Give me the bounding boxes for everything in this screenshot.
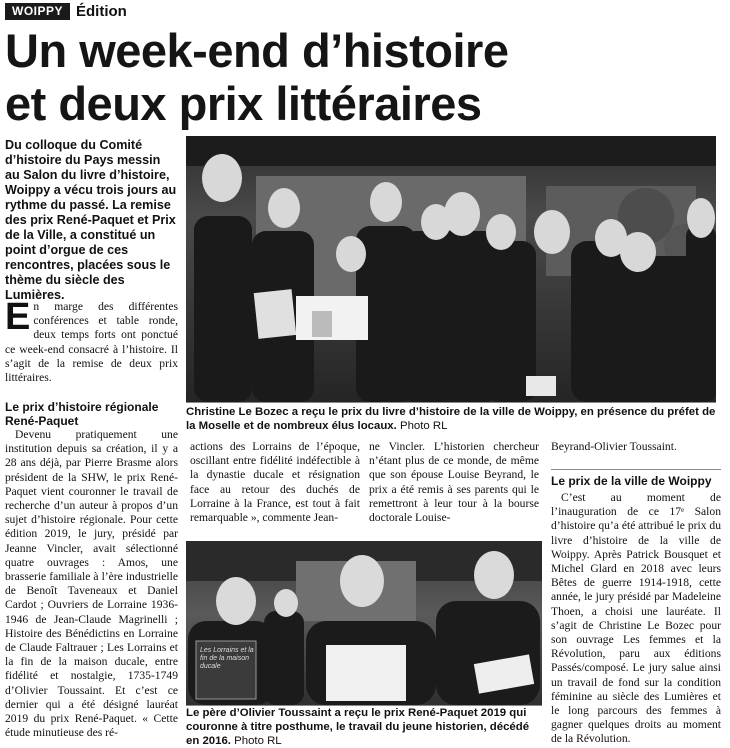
section-divider (551, 469, 721, 470)
photo-credit-2: Photo RL (234, 735, 282, 747)
article-column-4: C’est au moment de l’inauguration de ce 17ᵉ Salon d’histoire qu’a été attribué le prix du livre d’histoire de la ville de Woippy. Après Patrick Bousquet et Michel Glard en 2018 avec leurs Bêtes de guerre 1914-1918, cette année, le jury présidé par Madeleine Thoen, a choisi une lauréate. Il s’agit de Christine Le Bozec pour son ouvrage Les femmes et la Révolution, paru aux éditions Passés/composé. Le jury salue ainsi un travail de fond sur la condition féminine au siècle des Lumières et le long parcours des femmes à gagner quelques droits au moment de la Révolution. (551, 491, 721, 746)
photo-credit: Photo RL (399, 420, 448, 432)
article-column-1: Devenu pratiquement une institution depuis sa création, il y a 28 ans déjà, par Pierre Brasme alors président de la SHW, le prix René-Paquet vient couronner le travail de recherche d’un auteur à propos d’un sujet d’histoire régionale. Pour cette édition 2019, le jury, présidé par Jeanne Vincler, avait sélectionné quatre ouvrages : Amos, une brasserie familiale à l’ère industrielle de Benoît Taveneaux et Daniel Cardot ; Ouvriers de Lorraine 1936-1946 de Jean-Claude Magrinelli ; Histoire des Bénédictins en Lorraine de Claude Faltrauer ; Les Lorrains et la fin de la maison ducale, entre fidélité et nostalgie, 1735-1749 d’Olivier Toussaint. Et c’est ce dernier qui a été désigné lauréat 2019 du prix René-Paquet. « Cette étude minutieuse des ré- (5, 428, 178, 740)
photo-caption-main (186, 405, 716, 433)
award-photo-second (186, 541, 542, 705)
subheading-prix-ville: Le prix de la ville de Woippy (551, 474, 712, 488)
book-cover-title: Les Lorrains et la fin de la maison ducale (200, 647, 254, 670)
lead-paragraph: Du colloque du Comité d’histoire du Pays messin au Salon du livre d’histoire, Woippy a vécu trois jours au rythme du passé. La remise des prix René-Paquet et Prix de la Ville, a constitué un point d’orgue de ces rencontres, placées sous le thème du siècle des Lumières. (5, 138, 177, 302)
subheading-rene-paquet: Le prix d’histoire régionale René-Paquet (5, 400, 159, 428)
intro-text: n marge des différentes conférences et table ronde, deux temps forts ont ponctué ce week-end consacré à l’histoire. Il s’agit de la remise de deux prix littéraires. (5, 300, 178, 385)
section-rubric: WOIPPY (5, 3, 70, 20)
dropcap: E (5, 296, 31, 338)
caption-rule-1 (186, 402, 716, 403)
article-column-3: ne Vincler. L’historien chercheur n’étant plus de ce monde, de même que son épouse Louise Beyrand, le prix a été remis à ses parents qui le remettront à leur tour à la bourse doctorale Louise- (369, 440, 539, 525)
headline-line-1: Un week-end d’histoire (5, 24, 509, 77)
article-column-4-start: Beyrand-Olivier Toussaint. (551, 440, 677, 453)
headline-line-2: et deux prix littéraires (5, 77, 482, 130)
page-title (5, 24, 725, 130)
award-photo-main-illustration (186, 136, 716, 402)
photo-caption-second (186, 706, 542, 748)
caption-text-2: Le père d’Olivier Toussaint a reçu le prix René-Paquet 2019 qui couronne à titre posthume, le travail du jeune historien, décédé en 2016. (186, 707, 530, 747)
edition-label: Édition (76, 3, 127, 20)
article-column-2: actions des Lorrains de l’époque, oscillant entre fidélité indéfectible à la dynastie ducale et résignation face au retour des duchés de Lorraine à la France, est tout à fait remarquable », commente Jean- (190, 440, 360, 525)
intro-paragraph (5, 296, 178, 385)
award-photo-main (186, 136, 716, 402)
award-photo-second-illustration (186, 541, 542, 705)
caption-text: Christine Le Bozec a reçu le prix du livre d’histoire de la ville de Woippy, en présence du préfet de la Moselle et de nombreux élus locaux. (186, 406, 716, 432)
